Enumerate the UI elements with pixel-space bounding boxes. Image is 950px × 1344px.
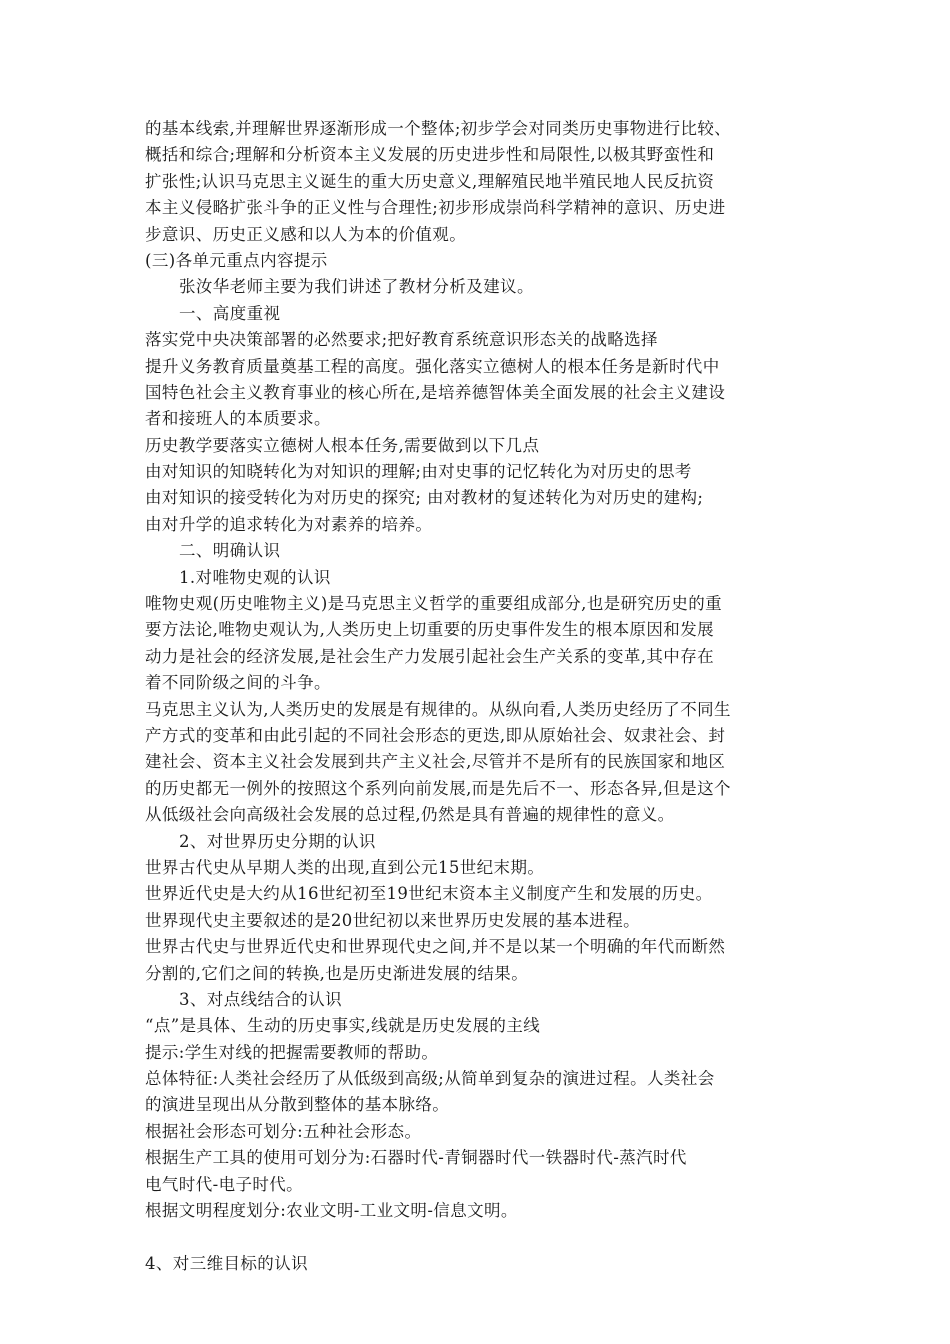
text-line: 二、明确认识 (179, 541, 281, 561)
text-line: 总体特征:人类社会经历了从低级到高级;从简单到复杂的演进过程。人类社会 (145, 1069, 715, 1089)
text-line: 世界古代史从早期人类的出现,直到公元15世纪末期。 (145, 857, 545, 877)
text-line: 由对知识的接受转化为对历史的探究; 由对教材的复述转化为对历史的建构; (145, 488, 704, 508)
text-line: (三)各单元重点内容提示 (145, 250, 328, 270)
text-line: 扩张性;认识马克思主义诞生的重大历史意义,理解殖民地半殖民地人民反抗资 (145, 171, 715, 191)
text-line: 步意识、历史正义感和以人为本的价值观。 (145, 224, 467, 244)
text-line: 马克思主义认为,人类历史的发展是有规律的。从纵向看,人类历史经历了不同生 (145, 699, 731, 719)
text-line: 世界近代史是大约从16世纪初至19世纪末资本主义制度产生和发展的历史。 (145, 884, 713, 904)
text-line: 世界现代史主要叙述的是20世纪初以来世界历史发展的基本进程。 (145, 910, 640, 930)
text-line: 提升义务教育质量奠基工程的高度。强化落实立德树人的根本任务是新时代中 (145, 356, 720, 376)
text-line: 世界古代史与世界近代史和世界现代史之间,并不是以某一个明确的年代而断然 (145, 937, 726, 957)
blank-line (145, 1224, 810, 1250)
text-line: “点”是具体、生动的历史事实,线就是历史发展的主线 (145, 1016, 541, 1036)
text-line: 落实党中央决策部署的必然要求;把好教育系统意识形态关的战略选择 (145, 330, 658, 350)
text-line: 根据社会形态可划分:五种社会形态。 (145, 1121, 422, 1141)
text-line: 1.对唯物史观的认识 (179, 567, 331, 587)
text-line: 建社会、资本主义社会发展到共产主义社会,尽管并不是所有的民族国家和地区 (145, 752, 726, 772)
text-line: 着不同阶级之间的斗争。 (145, 673, 331, 693)
text-line: 的基本线索,并理解世界逐渐形成一个整体;初步学会对同类历史事物进行比较、 (145, 119, 732, 138)
text-line: 由对知识的知晓转化为对知识的理解;由对史事的记忆转化为对历史的思考 (145, 462, 692, 482)
text-line: 根据文明程度划分:农业文明-工业文明-信息文明。 (145, 1201, 518, 1221)
text-line: 3、对点线结合的认识 (179, 989, 342, 1009)
text-line: 2、对世界历史分期的认识 (179, 831, 376, 851)
text-line: 的演进呈现出从分散到整体的基本脉络。 (145, 1095, 450, 1115)
text-line: 4、对三维目标的认识 (145, 1253, 308, 1273)
text-line: 历史教学要落实立德树人根本任务,需要做到以下几点 (145, 435, 540, 455)
text-line: 一、高度重视 (179, 303, 281, 323)
text-line: 电气时代-电子时代。 (145, 1174, 304, 1194)
text-line: 本主义侵略扩张斗争的正义性与合理性;初步形成崇尚科学精神的意识、历史进 (145, 198, 726, 218)
text-line: 分割的,它们之间的转换,也是历史渐进发展的结果。 (145, 963, 529, 983)
text-line: 动力是社会的经济发展,是社会生产力发展引起社会生产关系的变革,其中存在 (145, 646, 714, 666)
text-line: 的历史都无一例外的按照这个系列向前发展,而是先后不一、形态各异,但是这个 (145, 778, 731, 798)
text-line: 根据生产工具的使用可划分为:石器时代-青铜器时代一铁器时代-蒸汽时代 (145, 1148, 687, 1168)
text-line: 唯物史观(历史唯物主义)是马克思主义哲学的重要组成部分,也是研究历史的重 (145, 594, 723, 614)
text-line: 国特色社会主义教育事业的核心所在,是培养德智体美全面发展的社会主义建设 (145, 382, 726, 402)
text-line: 由对升学的追求转化为对素养的培养。 (145, 514, 433, 534)
document-page (145, 116, 810, 1277)
text-line: 要方法论,唯物史观认为,人类历史上切重要的历史事件发生的根本原因和发展 (145, 620, 714, 640)
text-line: 产方式的变革和由此引起的不同社会形态的更迭,即从原始社会、奴隶社会、封 (145, 725, 726, 745)
text-line: 从低级社会向高级社会发展的总过程,仍然是具有普遍的规律性的意义。 (145, 805, 675, 825)
text-line: 提示:学生对线的把握需要教师的帮助。 (145, 1042, 439, 1062)
text-line: 张汝华老师主要为我们讲述了教材分析及建议。 (179, 277, 534, 297)
text-line: 者和接班人的本质要求。 (145, 409, 331, 429)
text-line: 概括和综合;理解和分析资本主义发展的历史进步性和局限性,以极其野蛮性和 (145, 145, 715, 165)
